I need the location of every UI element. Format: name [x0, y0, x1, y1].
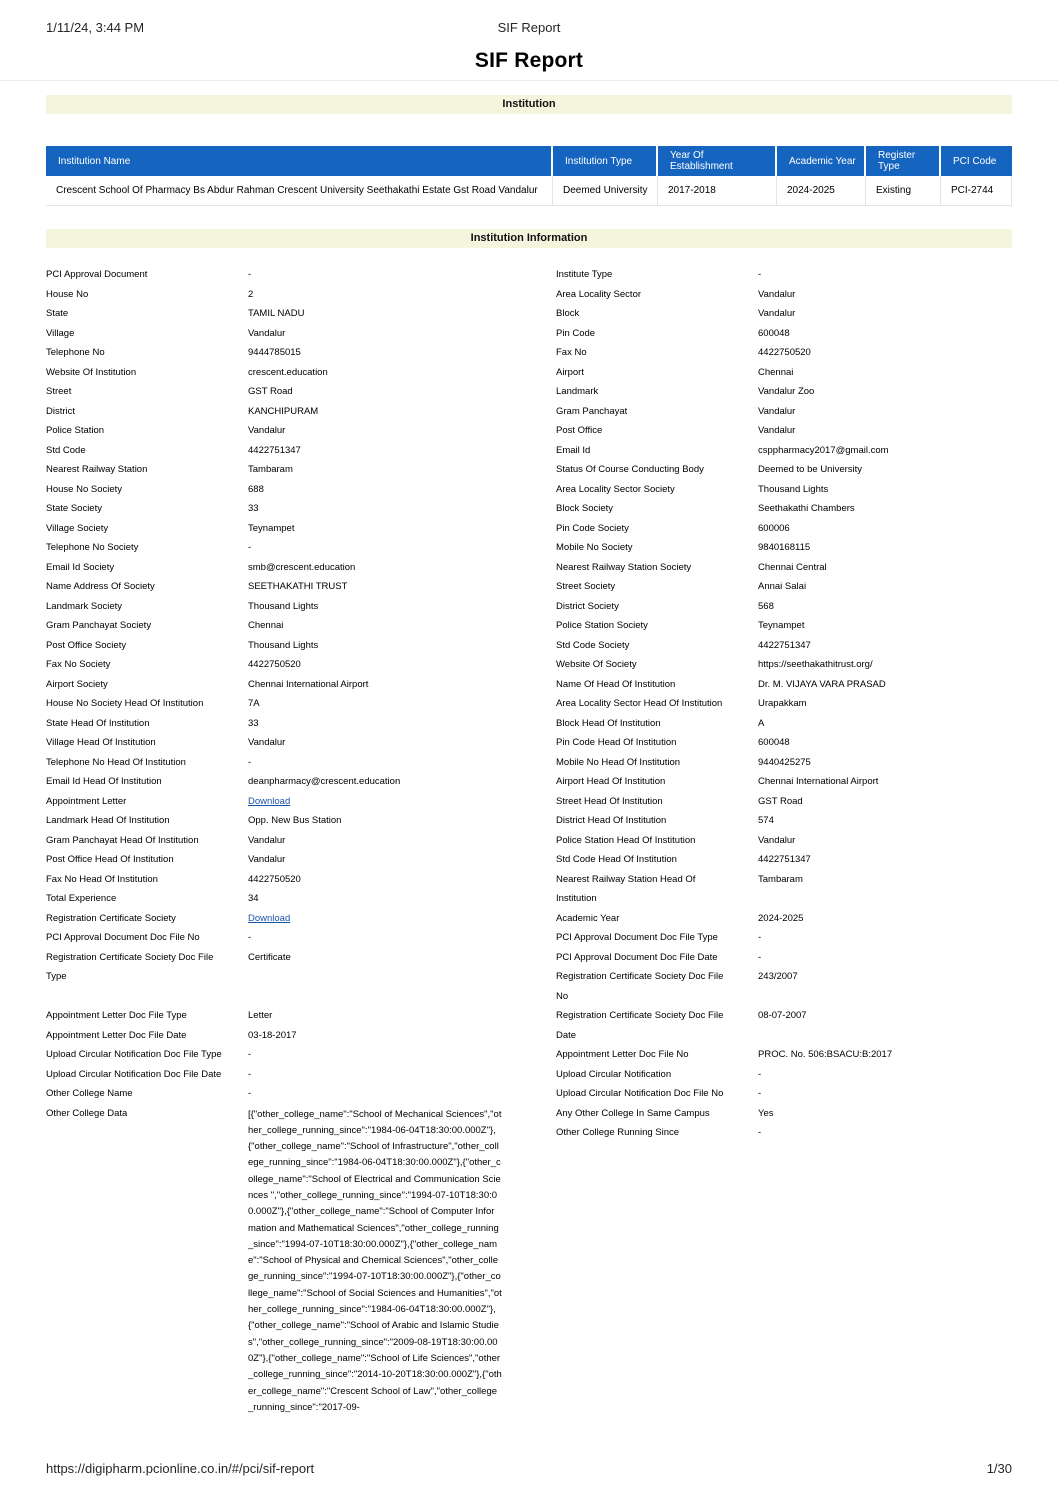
field-value: 4422751347	[758, 854, 811, 865]
field-label: Email Id Head Of Institution	[46, 776, 162, 787]
field-value: 2024-2025	[758, 912, 804, 924]
info-row	[556, 655, 1012, 675]
info-row	[556, 304, 1012, 324]
field-label: Upload Circular Notification	[556, 1068, 672, 1080]
field-value: 600006	[758, 522, 790, 534]
field-label: Std Code	[46, 444, 86, 456]
field-label: Appointment Letter	[46, 795, 127, 807]
field-value: Chennai	[758, 366, 794, 378]
field-label: Pin Code Society	[556, 522, 629, 534]
field-value: SEETHAKATHI TRUST	[248, 581, 348, 592]
field-value: Tambaram	[248, 464, 293, 475]
field-value: -	[248, 1068, 252, 1080]
field-value: Vandalur	[248, 327, 286, 339]
field-value: Vandalur	[248, 737, 286, 748]
info-row	[556, 460, 1012, 480]
field-value: Vandalur Zoo	[758, 386, 815, 397]
field-label: Area Locality Sector	[556, 288, 642, 300]
field-value: Dr. M. VIJAYA VARA PRASAD	[758, 678, 886, 690]
info-row	[556, 967, 1012, 1006]
table-cell: Deemed University	[553, 176, 658, 206]
table-cell: Crescent School Of Pharmacy Bs Abdur Rahman Crescent University Seethakathi Estate Gst Road Vandalur	[46, 176, 553, 206]
info-row	[556, 850, 1012, 870]
field-label: House No	[46, 288, 89, 300]
info-row	[46, 889, 506, 909]
table-cell: 2024-2025	[777, 176, 866, 206]
field-label: Gram Panchayat	[556, 405, 628, 417]
info-row	[556, 909, 1012, 929]
info-row	[46, 597, 506, 617]
field-label: Std Code Head Of Institution	[556, 854, 677, 865]
info-row	[556, 441, 1012, 461]
info-row	[556, 616, 1012, 636]
field-label: Telephone No	[46, 347, 105, 358]
field-value: 9444785015	[248, 347, 301, 358]
field-value: 600048	[758, 327, 790, 339]
info-row	[556, 519, 1012, 539]
field-label: House No Society	[46, 483, 123, 495]
field-label: Upload Circular Notification Doc File No	[556, 1088, 724, 1099]
field-value: 7A	[248, 698, 260, 709]
info-row	[46, 1045, 506, 1065]
field-value: crescent.education	[248, 366, 328, 378]
info-row	[556, 753, 1012, 773]
field-label: Other College Data	[46, 1107, 128, 1119]
field-label: Gram Panchayat Head Of Institution	[46, 834, 199, 846]
info-row	[46, 987, 506, 1007]
field-value: Letter	[248, 1010, 273, 1021]
info-row	[556, 538, 1012, 558]
field-label: Airport Society	[46, 678, 108, 690]
info-row	[46, 948, 506, 987]
field-label: Village	[46, 327, 75, 339]
field-label: Appointment Letter Doc File No	[556, 1049, 689, 1060]
info-row	[46, 753, 506, 773]
field-label: Landmark Head Of Institution	[46, 815, 170, 826]
field-label: Website Of Institution	[46, 366, 137, 378]
info-row	[556, 499, 1012, 519]
field-label: Landmark	[556, 386, 599, 397]
field-value: 9840168115	[758, 542, 811, 553]
info-row	[46, 1084, 506, 1104]
field-label: Other College Name	[46, 1088, 133, 1099]
field-label: Nearest Railway Station Society	[556, 561, 692, 573]
info-row	[556, 382, 1012, 402]
field-label: Upload Circular Notification Doc File Date	[46, 1068, 222, 1080]
info-row	[556, 558, 1012, 578]
field-label: Block	[556, 308, 580, 319]
field-value: -	[758, 951, 762, 963]
field-value: Opp. New Bus Station	[248, 815, 342, 826]
field-value: Yes	[758, 1107, 774, 1119]
field-value: Vandalur	[758, 425, 796, 436]
field-label: Street	[46, 386, 72, 397]
info-row	[556, 480, 1012, 500]
field-value: -	[758, 932, 762, 943]
field-label: Post Office	[556, 425, 603, 436]
field-label: Block Society	[556, 503, 614, 514]
info-row	[556, 792, 1012, 812]
info-row	[46, 304, 506, 324]
field-value: Deemed to be University	[758, 464, 863, 475]
field-label: Airport Head Of Institution	[556, 776, 666, 787]
info-row	[46, 733, 506, 753]
info-row	[46, 909, 506, 929]
field-label: Status Of Course Conducting Body	[556, 464, 704, 475]
print-doc-title: SIF Report	[497, 20, 561, 35]
field-label: Street Head Of Institution	[556, 795, 663, 807]
field-label: Pin Code Head Of Institution	[556, 737, 677, 748]
field-label: Nearest Railway Station Head Of Institution	[556, 873, 696, 904]
field-value: 574	[758, 815, 774, 826]
field-value: [{"other_college_name":"School of Mechanical Sciences","other_college_running_since":"1984-06-04T18:30:00.000Z"},{"other_college_name":"School of Infrastructure","other_college_running_since":"1984-06-04T18:30:00.000Z"},{"other_college_name":"School of Electrical and Communication Sciences ","other_college_running_since":"1994-07-10T18:30:00.000Z"},{"other_college_name":"School of Computer Information and Mathematical Sciences","other_college_running_since":"1994-07-10T18:30:00.000Z"},{"other_college_name":"School of Physical and Chemical Sciences","other_college_running_since":"1994-07-10T18:30:00.000Z"},{"other_college_name":"School of Social Sciences and Humanities","other_college_running_since":"1984-06-04T18:30:00.000Z"},{"other_college_name":"School of Arabic and Islamic Studies","other_college_running_since":"2009-08-19T18:30:00.000Z"},{"other_college_name":"School of Life Sciences","other_college_running_since":"2014-10-20T18:30:00.000Z"},{"other_college_name":"Crescent School of Law","other_college_running_since":"2017-09-	[248, 1108, 502, 1413]
info-row	[46, 694, 506, 714]
info-row	[556, 343, 1012, 363]
table-cell: PCI-2744	[941, 176, 1012, 206]
info-row	[556, 772, 1012, 792]
info-row	[46, 441, 506, 461]
info-row	[46, 655, 506, 675]
field-value: deanpharmacy@crescent.education	[248, 776, 401, 787]
info-row	[46, 811, 506, 831]
field-value: -	[248, 932, 252, 943]
field-value: csppharmacy2017@gmail.com	[758, 444, 889, 456]
field-value: Teynampet	[248, 522, 295, 534]
field-value: Urapakkam	[758, 698, 807, 709]
print-header	[46, 20, 1012, 36]
field-value: PROC. No. 506:BSACU:B:2017	[758, 1049, 893, 1060]
info-row	[46, 460, 506, 480]
field-label: Academic Year	[556, 912, 620, 924]
info-row	[556, 1084, 1012, 1104]
field-value: Vandalur	[758, 308, 796, 319]
field-value: -	[248, 756, 252, 768]
field-label: Mobile No Head Of Institution	[556, 756, 681, 768]
field-value: smb@crescent.education	[248, 561, 356, 573]
field-label: Total Experience	[46, 893, 117, 904]
info-row	[46, 558, 506, 578]
field-value: 34	[248, 893, 259, 904]
field-label: State Head Of Institution	[46, 717, 150, 729]
field-value: Thousand Lights	[758, 483, 829, 495]
field-label: Village Society	[46, 522, 109, 534]
field-value: 33	[248, 503, 259, 514]
field-value: A	[758, 717, 765, 729]
info-row	[556, 636, 1012, 656]
info-row	[556, 1123, 1012, 1143]
field-label: Post Office Society	[46, 639, 127, 651]
field-label: House No Society Head Of Institution	[46, 698, 204, 709]
field-value: 4422751347	[758, 639, 811, 651]
info-row	[556, 285, 1012, 305]
field-label: PCI Approval Document Doc File No	[46, 932, 200, 943]
field-value: -	[248, 269, 252, 280]
page-title: SIF Report	[474, 49, 584, 72]
field-value: 03-18-2017	[248, 1029, 297, 1041]
field-value: -	[248, 1088, 252, 1099]
field-value: 33	[248, 717, 259, 729]
info-row	[46, 382, 506, 402]
info-row	[556, 402, 1012, 422]
field-label: Registration Certificate Society Doc File Type	[46, 951, 214, 982]
report-content	[46, 95, 1012, 1416]
download-link[interactable]: Download	[248, 795, 291, 807]
field-label: Area Locality Sector Society	[556, 483, 675, 495]
field-value: Chennai Central	[758, 561, 827, 573]
info-row	[556, 870, 1012, 909]
title-divider	[0, 80, 1058, 81]
field-value: Seethakathi Chambers	[758, 503, 855, 514]
field-label: Std Code Society	[556, 639, 630, 651]
field-label: Landmark Society	[46, 600, 123, 612]
field-value: -	[248, 542, 252, 553]
print-datetime: 1/11/24, 3:44 PM	[46, 20, 145, 35]
info-row	[46, 714, 506, 734]
info-row	[556, 675, 1012, 695]
info-row	[46, 850, 506, 870]
table-cell: Existing	[866, 176, 941, 206]
print-footer	[46, 1461, 1012, 1476]
field-value: https://seethakathitrust.org/	[758, 659, 873, 670]
field-value: Thousand Lights	[248, 600, 319, 612]
field-value: 08-07-2007	[758, 1010, 807, 1021]
info-row	[46, 538, 506, 558]
info-row	[556, 694, 1012, 714]
field-label: Fax No Head Of Institution	[46, 873, 158, 885]
field-value: Vandalur	[248, 425, 286, 436]
institution-information-grid	[46, 265, 1012, 1416]
field-label: District Head Of Institution	[556, 815, 667, 826]
table-cell: 2017-2018	[658, 176, 777, 206]
info-row	[556, 928, 1012, 948]
info-row	[46, 675, 506, 695]
field-value: GST Road	[248, 386, 293, 397]
field-label: Nearest Railway Station	[46, 464, 148, 475]
field-value: 600048	[758, 737, 790, 748]
info-row	[556, 831, 1012, 851]
info-column-right	[556, 265, 1012, 1143]
table-header-cell: Register Type	[866, 146, 941, 176]
table-header-cell: Year Of Establishment	[658, 146, 777, 176]
field-label: Registration Certificate Society	[46, 912, 176, 924]
field-value: 4422750520	[758, 347, 811, 358]
table-header-cell: Institution Name	[46, 146, 553, 176]
info-row	[556, 324, 1012, 344]
field-value: Vandalur	[758, 834, 796, 846]
info-row	[46, 343, 506, 363]
field-value: Chennai	[248, 620, 284, 631]
info-row	[556, 1045, 1012, 1065]
field-label: PCI Approval Document Doc File Type	[556, 932, 718, 943]
field-value: Certificate	[248, 951, 291, 963]
field-label: District Society	[556, 600, 619, 612]
field-label: Telephone No Society	[46, 542, 139, 553]
download-link[interactable]: Download	[248, 912, 291, 924]
footer-url: https://digipharm.pcionline.co.in/#/pci/sif-report	[46, 1461, 315, 1476]
field-label: Block Head Of Institution	[556, 717, 661, 729]
field-value: Thousand Lights	[248, 639, 319, 651]
info-row	[556, 1104, 1012, 1124]
info-row	[46, 577, 506, 597]
field-label: Appointment Letter Doc File Type	[46, 1010, 187, 1021]
info-row	[46, 1026, 506, 1046]
field-label: Village Head Of Institution	[46, 737, 156, 748]
field-label: Fax No	[556, 347, 587, 358]
info-row	[46, 324, 506, 344]
field-value: 4422750520	[248, 873, 301, 885]
section-heading-institution: Institution	[46, 95, 1012, 114]
info-row	[556, 577, 1012, 597]
info-row	[46, 636, 506, 656]
field-value: Chennai International Airport	[248, 678, 369, 690]
field-value: 243/2007	[758, 971, 798, 982]
field-label: Airport	[556, 366, 584, 378]
info-row	[46, 616, 506, 636]
field-label: Gram Panchayat Society	[46, 620, 152, 631]
field-value: -	[758, 1068, 762, 1080]
field-label: Email Id	[556, 444, 591, 456]
info-row	[46, 1065, 506, 1085]
field-label: Area Locality Sector Head Of Institution	[556, 698, 723, 709]
field-label: PCI Approval Document	[46, 269, 148, 280]
info-row	[46, 870, 506, 890]
field-value: 4422750520	[248, 659, 301, 670]
field-label: Name Address Of Society	[46, 581, 155, 592]
field-value: -	[758, 269, 762, 280]
info-row	[46, 363, 506, 383]
institution-table	[46, 146, 1012, 206]
field-value: 4422751347	[248, 444, 301, 456]
field-value: -	[248, 1049, 252, 1060]
info-row	[46, 1006, 506, 1026]
field-label: Any Other College In Same Campus	[556, 1107, 710, 1119]
info-row	[46, 421, 506, 441]
field-value: 688	[248, 483, 264, 495]
field-label: Telephone No Head Of Institution	[46, 756, 186, 768]
field-value: GST Road	[758, 795, 803, 807]
field-label: PCI Approval Document Doc File Date	[556, 951, 718, 963]
info-row	[46, 831, 506, 851]
field-label: Name Of Head Of Institution	[556, 678, 676, 690]
info-row	[556, 1065, 1012, 1085]
field-label: Pin Code	[556, 327, 596, 339]
info-row	[46, 928, 506, 948]
field-label: Police Station Society	[556, 620, 648, 631]
field-value: -	[758, 1088, 762, 1099]
field-value: Tambaram	[758, 873, 803, 885]
info-row	[556, 421, 1012, 441]
field-label: Institute Type	[556, 269, 613, 280]
field-label: State	[46, 308, 69, 319]
info-row	[556, 1006, 1012, 1045]
field-value: Vandalur	[248, 854, 286, 865]
info-row	[46, 285, 506, 305]
info-row	[46, 519, 506, 539]
field-value: Chennai International Airport	[758, 776, 879, 787]
field-label: Registration Certificate Society Doc File No	[556, 971, 724, 1002]
info-row	[46, 772, 506, 792]
field-value: Vandalur	[758, 288, 796, 300]
info-row	[556, 265, 1012, 285]
field-value: Teynampet	[758, 620, 805, 631]
section-heading-institution-information: Institution Information	[46, 229, 1012, 248]
table-header-cell: Academic Year	[777, 146, 866, 176]
field-label: Fax No Society	[46, 659, 111, 670]
info-column-left	[46, 265, 506, 1416]
field-label: Upload Circular Notification Doc File Type	[46, 1049, 222, 1060]
field-value: Vandalur	[758, 405, 796, 417]
table-header-cell: Institution Type	[553, 146, 658, 176]
info-row	[556, 363, 1012, 383]
info-row	[46, 265, 506, 285]
info-row	[46, 499, 506, 519]
field-label: Registration Certificate Society Doc File Date	[556, 1010, 724, 1041]
field-label: State Society	[46, 503, 102, 514]
field-value: 568	[758, 600, 774, 612]
field-value: TAMIL NADU	[248, 308, 305, 319]
info-row	[46, 402, 506, 422]
field-label: Website Of Society	[556, 659, 637, 670]
field-label: Post Office Head Of Institution	[46, 854, 174, 865]
field-label: Police Station	[46, 425, 105, 436]
field-value: Vandalur	[248, 834, 286, 846]
info-row	[46, 480, 506, 500]
field-value: -	[758, 1127, 762, 1138]
field-value: Annai Salai	[758, 581, 807, 592]
info-row	[556, 597, 1012, 617]
field-label: Other College Running Since	[556, 1127, 680, 1138]
field-label: Appointment Letter Doc File Date	[46, 1029, 187, 1041]
field-label: Street Society	[556, 581, 616, 592]
field-value: KANCHIPURAM	[248, 405, 319, 417]
field-label: Mobile No Society	[556, 542, 633, 553]
field-label: Police Station Head Of Institution	[556, 834, 696, 846]
info-row	[556, 811, 1012, 831]
info-row	[556, 948, 1012, 968]
field-label: Email Id Society	[46, 561, 115, 573]
info-row	[556, 714, 1012, 734]
info-row	[46, 792, 506, 812]
field-label: District	[46, 405, 76, 417]
table-header-cell: PCI Code	[941, 146, 1012, 176]
info-row	[46, 1104, 506, 1417]
info-row	[556, 733, 1012, 753]
field-value: 9440425275	[758, 756, 811, 768]
footer-page-indicator: 1/30	[986, 1461, 1012, 1476]
field-value: 2	[248, 288, 254, 300]
